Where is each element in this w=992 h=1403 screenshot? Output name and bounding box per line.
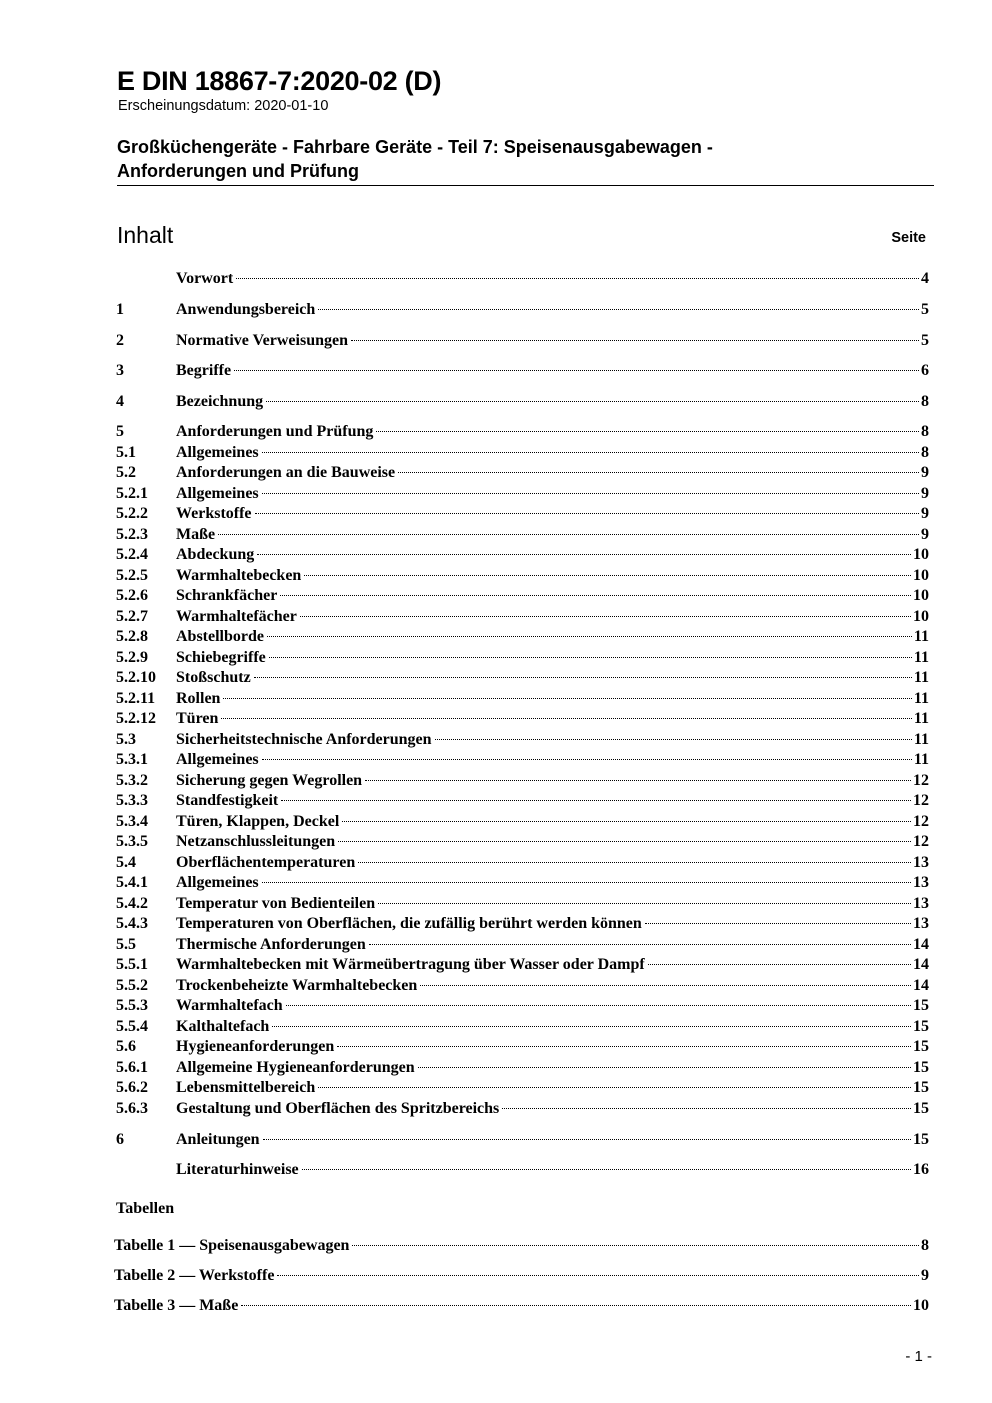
toc-entry-page: 15 <box>913 997 929 1014</box>
toc-entry[interactable] <box>116 648 929 668</box>
dot-leader <box>286 1005 911 1006</box>
document-id: E DIN 18867-7:2020-02 (D) <box>117 66 442 96</box>
toc-entry[interactable] <box>116 935 929 955</box>
toc-entry-title: Schrankfächer <box>176 587 278 604</box>
toc-entry[interactable] <box>116 443 929 463</box>
toc-entry[interactable] <box>116 331 929 351</box>
toc-entry-number: 5.5.2 <box>116 977 148 994</box>
table-list-entry-page: 10 <box>913 1297 929 1314</box>
toc-entry-page: 8 <box>921 393 929 410</box>
toc-entry[interactable] <box>116 914 929 934</box>
dot-leader <box>365 780 911 781</box>
tables-heading: Tabellen <box>116 1200 175 1217</box>
toc-entry[interactable] <box>116 1078 929 1098</box>
dot-leader <box>277 1275 919 1276</box>
toc-entry[interactable] <box>116 392 929 412</box>
toc-entry-number: 5.5.3 <box>116 997 148 1014</box>
toc-entry[interactable] <box>116 1017 929 1037</box>
dot-leader <box>338 841 911 842</box>
toc-entry-number: 5.1 <box>116 444 136 461</box>
toc-entry-title: Gestaltung und Oberflächen des Spritzbereichs <box>176 1100 500 1117</box>
toc-entry-number: 5.2.10 <box>116 669 156 686</box>
toc-entry-page: 13 <box>913 895 929 912</box>
dot-leader <box>420 985 911 986</box>
toc-entry-title: Bezeichnung <box>176 393 264 410</box>
toc-entry-page: 6 <box>921 362 929 379</box>
dot-leader <box>254 677 912 678</box>
toc-entry-title: Lebensmittelbereich <box>176 1079 316 1096</box>
toc-entry[interactable] <box>116 627 929 647</box>
toc-entry[interactable] <box>116 1130 929 1150</box>
toc-entry-page: 11 <box>913 690 929 707</box>
toc-entry[interactable] <box>116 1058 929 1078</box>
toc-entry[interactable] <box>116 422 929 442</box>
dot-leader <box>358 862 911 863</box>
toc-entry-page: 15 <box>913 1018 929 1035</box>
toc-entry[interactable] <box>116 791 929 811</box>
table-list-entry[interactable] <box>114 1296 929 1316</box>
toc-entry-title: Anwendungsbereich <box>176 301 316 318</box>
toc-entry-number: 5.4.3 <box>116 915 148 932</box>
dot-leader <box>262 493 919 494</box>
table-list-entry-title: Tabelle 3 — Maße <box>114 1297 239 1314</box>
toc-entry-number: 5.6 <box>116 1038 136 1055</box>
toc-entry-title: Schiebegriffe <box>176 649 266 666</box>
toc-entry[interactable] <box>116 955 929 975</box>
dot-leader <box>234 370 919 371</box>
toc-entry-title: Begriffe <box>176 362 232 379</box>
table-list-entry-title: Tabelle 1 — Speisenausgabewagen <box>114 1237 350 1254</box>
toc-entry-page: 11 <box>913 751 929 768</box>
toc-entry-number: 5.4.1 <box>116 874 148 891</box>
toc-entry-number: 5.3.1 <box>116 751 148 768</box>
toc-entry-title: Temperatur von Bedienteilen <box>176 895 376 912</box>
toc-entry-page: 14 <box>913 936 929 953</box>
page-number: - 1 - <box>905 1348 932 1365</box>
toc-entry-page: 15 <box>913 1100 929 1117</box>
toc-entry[interactable] <box>116 730 929 750</box>
toc-entry[interactable] <box>116 300 929 320</box>
toc-entry[interactable] <box>116 484 929 504</box>
toc-entry-page: 14 <box>913 956 929 973</box>
toc-heading: Inhalt <box>117 222 174 248</box>
toc-entry-page: 11 <box>913 649 929 666</box>
toc-entry-number: 5.5.1 <box>116 956 148 973</box>
document-title-line-1: Großküchengeräte - Fahrbare Geräte - Teil 7: Speisenausgabewagen - <box>117 137 713 157</box>
dot-leader <box>351 340 919 341</box>
toc-entry-number: 5.4 <box>116 854 136 871</box>
dot-leader <box>398 472 919 473</box>
toc-entry-number: 3 <box>116 362 124 379</box>
dot-leader <box>418 1067 911 1068</box>
dot-leader <box>281 800 911 801</box>
dot-leader <box>378 903 911 904</box>
dot-leader <box>262 882 911 883</box>
toc-entry-number: 5.2.3 <box>116 526 148 543</box>
toc-entry-number: 5.3 <box>116 731 136 748</box>
toc-entry[interactable] <box>116 812 929 832</box>
toc-entry-title: Anleitungen <box>176 1131 260 1148</box>
toc-entry-number: 5.2.6 <box>116 587 148 604</box>
dot-leader <box>221 718 911 719</box>
toc-entry-title: Vorwort <box>176 270 234 287</box>
toc-entry-number: 4 <box>116 393 124 410</box>
toc-entry-number: 5.6.3 <box>116 1100 148 1117</box>
toc-entry-number: 2 <box>116 332 124 349</box>
toc-entry-number: 5.2.4 <box>116 546 148 563</box>
toc-entry-title: Standfestigkeit <box>176 792 279 809</box>
dot-leader <box>272 1026 911 1027</box>
toc-entry-title: Warmhaltefach <box>176 997 283 1014</box>
toc-entry-page: 4 <box>921 270 929 287</box>
toc-entry[interactable] <box>116 504 929 524</box>
toc-entry[interactable] <box>116 361 929 381</box>
toc-entry-page: 8 <box>921 423 929 440</box>
toc-entry-number: 5.2.12 <box>116 710 156 727</box>
toc-entry[interactable] <box>116 873 929 893</box>
dot-leader <box>337 1046 911 1047</box>
dot-leader <box>352 1245 919 1246</box>
dot-leader <box>269 657 912 658</box>
toc-entry-page: 12 <box>913 772 929 789</box>
dot-leader <box>262 452 919 453</box>
dot-leader <box>266 401 919 402</box>
toc-entry[interactable] <box>116 750 929 770</box>
toc-entry[interactable] <box>116 1099 929 1119</box>
toc-entry-title: Allgemeines <box>176 874 259 891</box>
dot-leader <box>280 595 911 596</box>
toc-entry-page: 12 <box>913 792 929 809</box>
table-list-entry[interactable] <box>114 1236 929 1256</box>
toc-entry[interactable] <box>116 607 929 627</box>
toc-entry-title: Anforderungen und Prüfung <box>176 423 374 440</box>
toc-entry-number: 6 <box>116 1131 124 1148</box>
toc-entry-title: Normative Verweisungen <box>176 332 348 349</box>
toc-entry-title: Allgemeine Hygieneanforderungen <box>176 1059 415 1076</box>
toc-entry-number: 5 <box>116 423 124 440</box>
toc-entry[interactable] <box>116 1160 929 1180</box>
dot-leader <box>218 534 919 535</box>
toc-entry-page: 10 <box>913 546 929 563</box>
toc-entry-number: 1 <box>116 301 124 318</box>
toc-entry-page: 11 <box>913 731 929 748</box>
toc-entry-page: 9 <box>921 464 929 481</box>
toc-entry-title: Rollen <box>176 690 221 707</box>
toc-entry[interactable] <box>116 832 929 852</box>
toc-entry-number: 5.2.5 <box>116 567 148 584</box>
toc-entry-title: Warmhaltebecken mit Wärmeübertragung über Wasser oder Dampf <box>176 956 645 973</box>
toc-entry-page: 15 <box>913 1079 929 1096</box>
toc-entry[interactable] <box>116 566 929 586</box>
toc-entry-title: Maße <box>176 526 216 543</box>
toc-entry-number: 5.3.3 <box>116 792 148 809</box>
toc-entry-title: Allgemeines <box>176 444 259 461</box>
dot-leader <box>645 923 911 924</box>
toc-entry-title: Warmhaltebecken <box>176 567 302 584</box>
toc-entry[interactable] <box>116 976 929 996</box>
toc-entry-page: 13 <box>913 854 929 871</box>
toc-entry-number: 5.6.1 <box>116 1059 148 1076</box>
dot-leader <box>263 1139 911 1140</box>
dot-leader <box>435 739 912 740</box>
toc-entry[interactable] <box>116 709 929 729</box>
toc-entry-page: 11 <box>913 669 929 686</box>
toc-entry-title: Abstellborde <box>176 628 264 645</box>
toc-entry[interactable] <box>116 586 929 606</box>
toc-entry-title: Anforderungen an die Bauweise <box>176 464 396 481</box>
toc-entry-number: 5.3.5 <box>116 833 148 850</box>
dot-leader <box>300 616 911 617</box>
toc-entry-title: Trockenbeheizte Warmhaltebecken <box>176 977 418 994</box>
toc-entry-page: 9 <box>921 485 929 502</box>
toc-entry-number: 5.4.2 <box>116 895 148 912</box>
dot-leader <box>502 1108 911 1109</box>
toc-entry-number: 5.2.7 <box>116 608 148 625</box>
toc-entry[interactable] <box>116 689 929 709</box>
toc-entry-page: 13 <box>913 874 929 891</box>
dot-leader <box>304 575 911 576</box>
toc-page-column-label: Seite <box>891 230 926 246</box>
dot-leader <box>223 698 911 699</box>
toc-entry-page: 10 <box>913 567 929 584</box>
toc-entry[interactable] <box>116 463 929 483</box>
toc-entry-page: 9 <box>921 505 929 522</box>
dot-leader <box>318 1087 911 1088</box>
document-title <box>117 135 934 186</box>
toc-entry-number: 5.2 <box>116 464 136 481</box>
toc-entry[interactable] <box>116 771 929 791</box>
toc-entry-page: 9 <box>921 526 929 543</box>
toc-entry-number: 5.2.2 <box>116 505 148 522</box>
toc-entry-page: 15 <box>913 1038 929 1055</box>
table-list-entry-title: Tabelle 2 — Werkstoffe <box>114 1267 275 1284</box>
dot-leader <box>255 513 919 514</box>
toc-entry-number: 5.5 <box>116 936 136 953</box>
table-list-entry-page: 8 <box>921 1237 929 1254</box>
toc-entry-page: 15 <box>913 1059 929 1076</box>
toc-entry[interactable] <box>116 545 929 565</box>
toc-entry[interactable] <box>116 1037 929 1057</box>
dot-leader <box>369 944 911 945</box>
dot-leader <box>302 1169 911 1170</box>
dot-leader <box>376 431 919 432</box>
toc-entry-title: Allgemeines <box>176 485 259 502</box>
toc-entry-page: 11 <box>913 628 929 645</box>
toc-entry[interactable] <box>116 269 929 289</box>
toc-entry-title: Abdeckung <box>176 546 255 563</box>
toc-entry-number: 5.2.9 <box>116 649 148 666</box>
toc-entry-title: Allgemeines <box>176 751 259 768</box>
toc-entry[interactable] <box>116 894 929 914</box>
toc-entry-title: Türen, Klappen, Deckel <box>176 813 340 830</box>
document-title-line-2: Anforderungen und Prüfung <box>117 161 359 181</box>
table-list-entry[interactable] <box>114 1266 929 1286</box>
toc-entry-title: Türen <box>176 710 219 727</box>
publication-date: Erscheinungsdatum: 2020-01-10 <box>118 98 329 114</box>
dot-leader <box>267 636 912 637</box>
toc-entry-page: 8 <box>921 444 929 461</box>
toc-entry-number: 5.3.4 <box>116 813 148 830</box>
toc-entry[interactable] <box>116 525 929 545</box>
toc-entry-page: 15 <box>913 1131 929 1148</box>
dot-leader <box>342 821 911 822</box>
toc-entry-page: 5 <box>921 301 929 318</box>
dot-leader <box>262 759 912 760</box>
dot-leader <box>241 1305 911 1306</box>
toc-entry[interactable] <box>116 853 929 873</box>
toc-entry-number: 5.2.1 <box>116 485 148 502</box>
toc-entry-title: Stoßschutz <box>176 669 251 686</box>
table-list-entry-page: 9 <box>921 1267 929 1284</box>
toc-entry-number: 5.2.11 <box>116 690 156 707</box>
toc-entry-title: Temperaturen von Oberflächen, die zufällig berührt werden können <box>176 915 642 932</box>
toc-entry-page: 14 <box>913 977 929 994</box>
toc-entry-title: Werkstoffe <box>176 505 252 522</box>
toc-entry-number: 5.5.4 <box>116 1018 148 1035</box>
toc-entry-page: 12 <box>913 833 929 850</box>
toc-entry-page: 11 <box>913 710 929 727</box>
toc-entry-page: 10 <box>913 608 929 625</box>
toc-entry[interactable] <box>116 668 929 688</box>
toc-entry-number: 5.2.8 <box>116 628 148 645</box>
toc-entry-title: Sicherung gegen Wegrollen <box>176 772 363 789</box>
toc-entry-title: Netzanschlussleitungen <box>176 833 336 850</box>
toc-entry-title: Kalthaltefach <box>176 1018 270 1035</box>
dot-leader <box>648 964 911 965</box>
dot-leader <box>257 554 911 555</box>
toc-entry[interactable] <box>116 996 929 1016</box>
toc-entry-title: Oberflächentemperaturen <box>176 854 356 871</box>
toc-entry-page: 10 <box>913 587 929 604</box>
toc-entry-title: Thermische Anforderungen <box>176 936 366 953</box>
toc-entry-title: Sicherheitstechnische Anforderungen <box>176 731 432 748</box>
toc-entry-page: 12 <box>913 813 929 830</box>
toc-entry-page: 16 <box>913 1161 929 1178</box>
toc-entry-page: 13 <box>913 915 929 932</box>
toc-entry-title: Warmhaltefächer <box>176 608 297 625</box>
toc-entry-page: 5 <box>921 332 929 349</box>
toc-entry-number: 5.3.2 <box>116 772 148 789</box>
dot-leader <box>318 309 919 310</box>
dot-leader <box>236 278 919 279</box>
toc-entry-title: Hygieneanforderungen <box>176 1038 335 1055</box>
toc-entry-title: Literaturhinweise <box>176 1161 299 1178</box>
toc-entry-number: 5.6.2 <box>116 1079 148 1096</box>
